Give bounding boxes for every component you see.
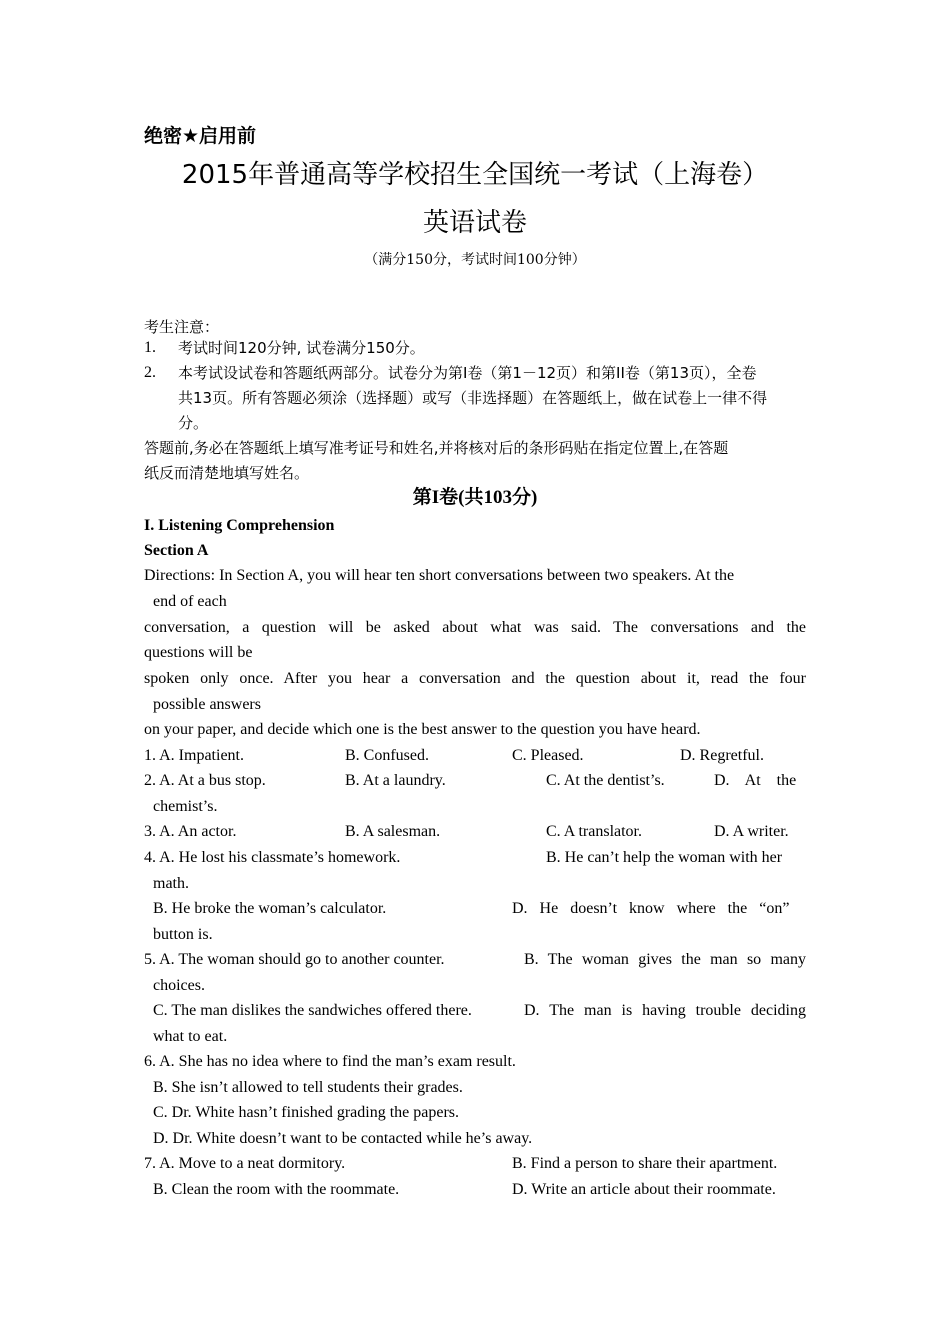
- directions-line: spoken only once. After you hear a conversation and the question about it, read the four: [144, 670, 806, 687]
- q3-option-c: C. A translator.: [546, 823, 642, 840]
- q5-option-a: 5. A. The woman should go to another counter.: [144, 951, 445, 968]
- q5-option-d: D. The man is having trouble deciding: [524, 1002, 806, 1019]
- q3-option-b: B. A salesman.: [345, 823, 441, 840]
- directions-text: Directions: In Section A, you will hear ten short conversations between two speakers. At the: [144, 567, 735, 584]
- notice-item-text: 考试时间120分钟, 试卷满分150分。: [178, 339, 425, 357]
- q3-option-a: 3. A. An actor.: [144, 823, 237, 840]
- q2-option-d: D. At the: [714, 772, 797, 789]
- q2-option-d-cont: chemist’s.: [153, 798, 218, 815]
- notice-item-text: 共13页。所有答题必须涂（选择题）或写（非选择题）在答题纸上，做在试卷上一律不得: [178, 389, 768, 407]
- q2-option-c: C. At the dentist’s.: [546, 772, 665, 789]
- q1-option-b: B. Confused.: [345, 747, 429, 764]
- q5-option-b: B. The woman gives the man so many: [524, 951, 806, 968]
- section-title: I. Listening Comprehension: [144, 517, 335, 534]
- q1-option-d: D. Regretful.: [680, 747, 764, 764]
- q4-option-a: 4. A. He lost his classmate’s homework.: [144, 849, 401, 866]
- section-subtitle: Section A: [144, 542, 209, 559]
- q6-option-c: C. Dr. White hasn’t finished grading the papers.: [153, 1104, 460, 1121]
- directions-line: possible answers: [153, 696, 261, 713]
- q7-option-a: 7. A. Move to a neat dormitory.: [144, 1155, 346, 1172]
- directions-line: conversation, a question will be asked about what was said. The conversations and the: [144, 619, 806, 636]
- q6-option-a: 6. A. She has no idea where to find the man’s exam result.: [144, 1053, 516, 1070]
- notice-extra-text: 答题前,务必在答题纸上填写准考证号和姓名,并将核对后的条形码贴在指定位置上,在答题: [144, 439, 729, 457]
- part-heading: 第I卷(共103分): [412, 487, 538, 508]
- q1-option-a: 1. A. Impatient.: [144, 747, 244, 764]
- notice-item-number: 2.: [144, 364, 156, 381]
- notice-item-text: 本考试设试卷和答题纸两部分。试卷分为第I卷（第1－12页）和第II卷（第13页），全卷: [178, 364, 757, 382]
- notice-label: 考生注意：: [144, 318, 220, 336]
- q6-option-d: D. Dr. White doesn’t want to be contacted while he’s away.: [153, 1130, 533, 1147]
- q5-option-d-cont: what to eat.: [153, 1028, 228, 1045]
- q3-option-d: D. A writer.: [714, 823, 789, 840]
- directions-line: end of each: [153, 593, 227, 610]
- exam-score-note: （满分150分，考试时间100分钟）: [364, 252, 586, 268]
- q7-option-c: B. Clean the room with the roommate.: [153, 1181, 400, 1198]
- q2-option-b: B. At a laundry.: [345, 772, 446, 789]
- directions-line: [144, 566, 806, 586]
- q7-option-b: B. Find a person to share their apartment.: [512, 1155, 778, 1172]
- confidential-label: 绝密★启用前: [144, 125, 257, 147]
- directions-line: questions will be: [144, 644, 253, 661]
- q1-option-c: C. Pleased.: [512, 747, 584, 764]
- exam-subtitle: 英语试卷: [422, 208, 527, 238]
- q4-option-c: B. He broke the woman’s calculator.: [153, 900, 387, 917]
- q6-option-b: B. She isn’t allowed to tell students their grades.: [153, 1079, 463, 1096]
- q4-option-b: B. He can’t help the woman with her: [546, 849, 783, 866]
- notice-item-number: 1.: [144, 339, 156, 356]
- q2-option-a: 2. A. At a bus stop.: [144, 772, 266, 789]
- q5-option-b-cont: choices.: [153, 977, 205, 994]
- q4-option-b-cont: math.: [153, 875, 189, 892]
- q5-option-c: C. The man dislikes the sandwiches offered there.: [153, 1002, 472, 1019]
- exam-title: 2015年普通高等学校招生全国统一考试（上海卷）: [181, 160, 769, 190]
- q4-option-d: D. He doesn’t know where the “on”: [512, 900, 790, 917]
- notice-extra-text: 纸反而清楚地填写姓名。: [144, 464, 310, 482]
- directions-line: on your paper, and decide which one is the best answer to the question you have heard.: [144, 721, 701, 738]
- q4-option-d-cont: button is.: [153, 926, 213, 943]
- notice-item-text: 分。: [178, 414, 209, 432]
- q7-option-d: D. Write an article about their roommate.: [512, 1181, 776, 1198]
